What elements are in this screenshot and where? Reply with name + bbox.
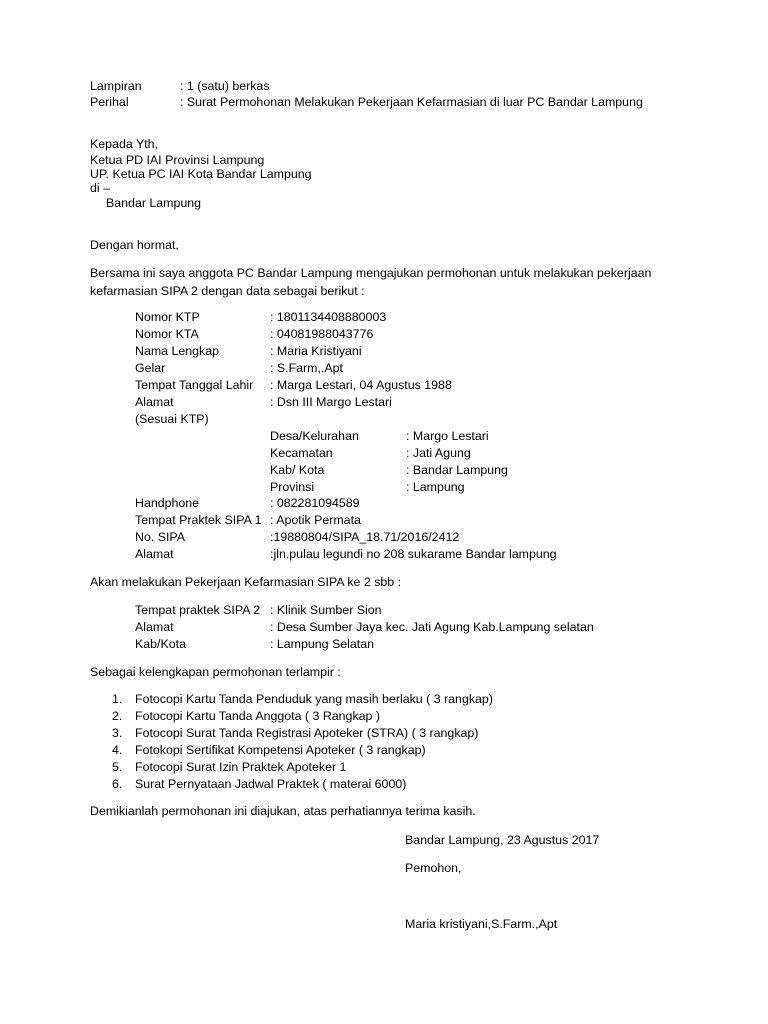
field-alamat-praktek-2 (135, 619, 594, 636)
field-provinsi (270, 479, 465, 496)
field-label: Nama Lengkap (135, 344, 220, 358)
field-value: : S.Farm,.Apt (270, 361, 343, 375)
field-kecamatan (270, 445, 471, 462)
field-value: : Maria Kristiyani (270, 344, 362, 358)
field-value: : Lampung Selatan (270, 637, 375, 651)
field-value: : Dsn III Margo Lestari (270, 395, 392, 409)
signature-name: Maria kristiyani,S.Farm.,Apt (405, 917, 558, 931)
list-text: Fotocopi Surat Tanda Registrasi Apoteker (STRA) ( 3 rangkap) (135, 726, 479, 740)
field-value: : Klinik Sumber Sion (270, 603, 382, 617)
field-label: Desa/Kelurahan (270, 429, 359, 443)
field-tempat-tanggal-lahir (135, 377, 452, 394)
field-nomor-kta (135, 326, 373, 343)
field-value: :19880804/SIPA_18.71/2016/2412 (270, 530, 460, 544)
field-label: Nomor KTP (135, 310, 200, 324)
field-label: Tempat Praktek SIPA 1 (135, 513, 262, 527)
field-label: Nomor KTA (135, 327, 199, 341)
list-number: 3. (112, 726, 123, 740)
field-label: Alamat (135, 620, 174, 634)
field-no-sipa (135, 529, 459, 546)
list-number: 4. (112, 743, 123, 757)
field-value: : Margo Lestari (406, 429, 489, 443)
field-nama-lengkap (135, 343, 362, 360)
field-nomor-ktp (135, 309, 386, 326)
list-item (112, 708, 380, 725)
alamat-note: (Sesuai KTP) (135, 412, 209, 426)
field-value: : 1801134408880003 (270, 310, 387, 324)
list-number: 1. (112, 692, 123, 706)
list-number: 2. (112, 709, 123, 723)
lampiran-label: Lampiran (90, 79, 142, 93)
list-number: 6. (112, 777, 123, 791)
field-alamat-praktek-1 (135, 546, 557, 563)
field-label: Kecamatan (270, 446, 333, 460)
field-alamat (135, 394, 392, 411)
list-item (112, 725, 478, 742)
field-label: Tempat praktek SIPA 2 (135, 603, 261, 617)
perihal-label: Perihal (90, 95, 129, 109)
intro-paragraph: Bersama ini saya anggota PC Bandar Lampung mengajukan permohonan untuk melakukan pekerjaan kefarmasian SIPA 2 dengan data sebagai berikut : (90, 266, 652, 298)
field-value: : Marga Lestari, 04 Agustus 1988 (270, 378, 452, 392)
field-kab-kota-praktek-2 (135, 636, 374, 653)
field-label: Gelar (135, 361, 166, 375)
recipient-line-2: Ketua PD IAI Provinsi Lampung (90, 153, 265, 167)
recipient-line-5: Bandar Lampung (106, 196, 202, 210)
sipa2-intro: Akan melakukan Pekerjaan Kefarmasian SIPA ke 2 sbb : (90, 575, 402, 589)
field-value: : Desa Sumber Jaya kec. Jati Agung Kab.Lampung selatan (270, 620, 594, 634)
closing-sentence: Demikianlah permohonan ini diajukan, atas perhatiannya terima kasih. (90, 804, 476, 818)
field-kab-kota (270, 462, 508, 479)
field-gelar (135, 360, 343, 377)
field-value: : Lampung (406, 480, 465, 494)
field-tempat-praktek-2 (135, 602, 382, 619)
field-label: Provinsi (270, 480, 315, 494)
lampiran-row (90, 78, 270, 95)
list-number: 5. (112, 760, 123, 774)
field-tempat-praktek-1 (135, 512, 361, 529)
field-label: Alamat (135, 395, 174, 409)
field-label: Handphone (135, 496, 200, 510)
field-label: Alamat (135, 547, 174, 561)
field-label: No. SIPA (135, 530, 186, 544)
field-value: : Bandar Lampung (406, 463, 508, 477)
lampiran-value: : 1 (satu) berkas (180, 79, 270, 93)
list-item (112, 759, 346, 776)
field-value: : 082281094589 (270, 496, 360, 510)
field-label: Kab/ Kota (270, 463, 325, 477)
recipient-line-3: UP. Ketua PC IAI Kota Bandar Lampung (90, 167, 312, 181)
field-value: : 04081988043776 (270, 327, 374, 341)
recipient-line-4: di – (90, 181, 110, 195)
attachments-intro: Sebagai kelengkapan permohonan terlampir : (90, 665, 341, 679)
list-text: Fotokopi Sertifikat Kompetensi Apoteker ( 3 rangkap) (135, 743, 426, 757)
field-value: :jln.pulau legundi no 208 sukarame Bandar lampung (270, 547, 557, 561)
greeting: Dengan hormat, (90, 238, 179, 252)
perihal-row (90, 94, 643, 111)
list-text: Surat Pernyataan Jadwal Praktek ( materai 6000) (135, 777, 407, 791)
list-text: Fotocopi Kartu Tanda Penduduk yang masih berlaku ( 3 rangkap) (135, 692, 493, 706)
list-text: Fotocopi Surat Izin Praktek Apoteker 1 (135, 760, 347, 774)
list-text: Fotocopi Kartu Tanda Anggota ( 3 Rangkap ) (135, 709, 380, 723)
list-item (112, 691, 493, 708)
field-handphone (135, 495, 360, 512)
signature-role: Pemohon, (405, 861, 462, 875)
field-label: Kab/Kota (135, 637, 186, 651)
place-date: Bandar Lampung, 23 Agustus 2017 (405, 833, 600, 847)
recipient-line-1: Kepada Yth, (90, 137, 158, 151)
field-value: : Jati Agung (406, 446, 471, 460)
field-value: : Apotik Permata (270, 513, 361, 527)
list-item (112, 742, 426, 759)
field-label: Tempat Tanggal Lahir (135, 378, 254, 392)
field-desa (270, 428, 489, 445)
perihal-value: : Surat Permohonan Melakukan Pekerjaan Kefarmasian di luar PC Bandar Lampung (180, 95, 643, 109)
list-item (112, 776, 406, 793)
